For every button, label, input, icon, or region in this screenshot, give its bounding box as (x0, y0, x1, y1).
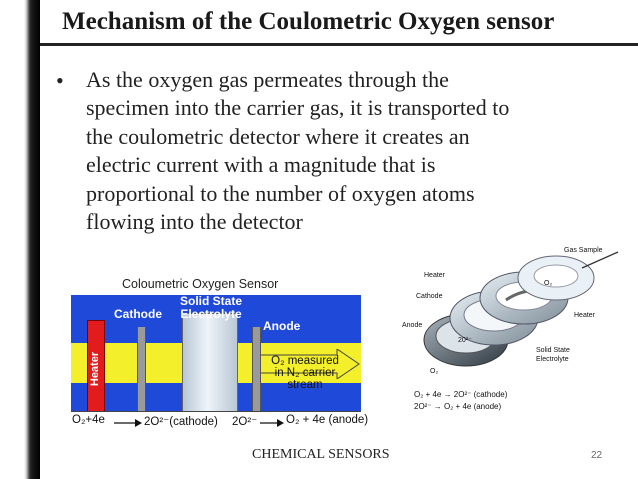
cathode-product: 2O²⁻(cathode) (144, 416, 218, 428)
gas-sample-label: Gas Sample (564, 247, 603, 254)
o2-label: O₂ (430, 368, 439, 375)
solid-state-label: Solid State (536, 347, 570, 354)
heater-label: Heater (89, 351, 101, 386)
solid-electrolyte (182, 313, 238, 421)
cathode-label-exploded: Cathode (416, 293, 443, 300)
anode-equation: 2O²⁻ → O₂ + 4e (anode) (414, 402, 502, 411)
bullet-line: specimen into the carrier gas, it is transported to (86, 95, 510, 121)
measured-label (269, 355, 341, 391)
measured-label-line: stream (287, 379, 323, 391)
slide-left-border (0, 0, 40, 479)
o2-label: O₂ (544, 280, 553, 287)
anode-label-exploded: Anode (402, 322, 423, 329)
cathode-equation: O₂ + 4e → 2O²⁻ (cathode) (414, 390, 508, 399)
bullet-line: proportional to the number of oxygen atoms (86, 180, 475, 206)
solid-state-label: Electrolyte (536, 356, 569, 363)
page-number: 22 (591, 450, 603, 461)
bullet-line: flowing into the detector (86, 209, 303, 235)
o2-ion-label: 20²⁻ (458, 337, 472, 344)
arrow-right-icon (114, 418, 142, 428)
bullet-marker: • (56, 68, 64, 93)
measured-label-line: O₂ measured (271, 355, 339, 367)
bullet-line: electric current with a magnitude that is (86, 152, 436, 178)
bullet-text (86, 66, 634, 236)
exploded-sensor-diagram (386, 240, 630, 412)
title-underline (40, 43, 638, 46)
anode-label: Anode (263, 319, 301, 333)
heater-label-exploded: Heater (424, 272, 446, 279)
electrolyte-label-line: Electrolyte (180, 307, 242, 321)
diagram-title: Coloumetric Oxygen Sensor (122, 277, 279, 291)
cathode-reactant: O₂+4e (72, 414, 105, 426)
heater-label-right: Heater (574, 312, 596, 319)
arrow-right-icon (260, 418, 284, 428)
footer-label: CHEMICAL SENSORS (252, 447, 390, 462)
bullet-line: As the oxygen gas permeates through the (86, 67, 449, 92)
anode-reactant: 2O²⁻ (232, 416, 258, 428)
anode-plate (252, 327, 261, 417)
anode-product: O₂ + 4e (anode) (286, 414, 369, 426)
cathode-plate (137, 327, 146, 417)
measured-label-line: in N₂ carrier (274, 367, 336, 379)
coulometric-sensor-diagram (64, 275, 369, 433)
electrolyte-label (176, 295, 246, 321)
bullet-line: the coulometric detector where it creates an (86, 123, 470, 149)
slide-title: Mechanism of the Coulometric Oxygen sensor (62, 8, 555, 35)
electrolyte-label-line: Solid State (179, 294, 242, 308)
cathode-label: Cathode (114, 307, 162, 321)
